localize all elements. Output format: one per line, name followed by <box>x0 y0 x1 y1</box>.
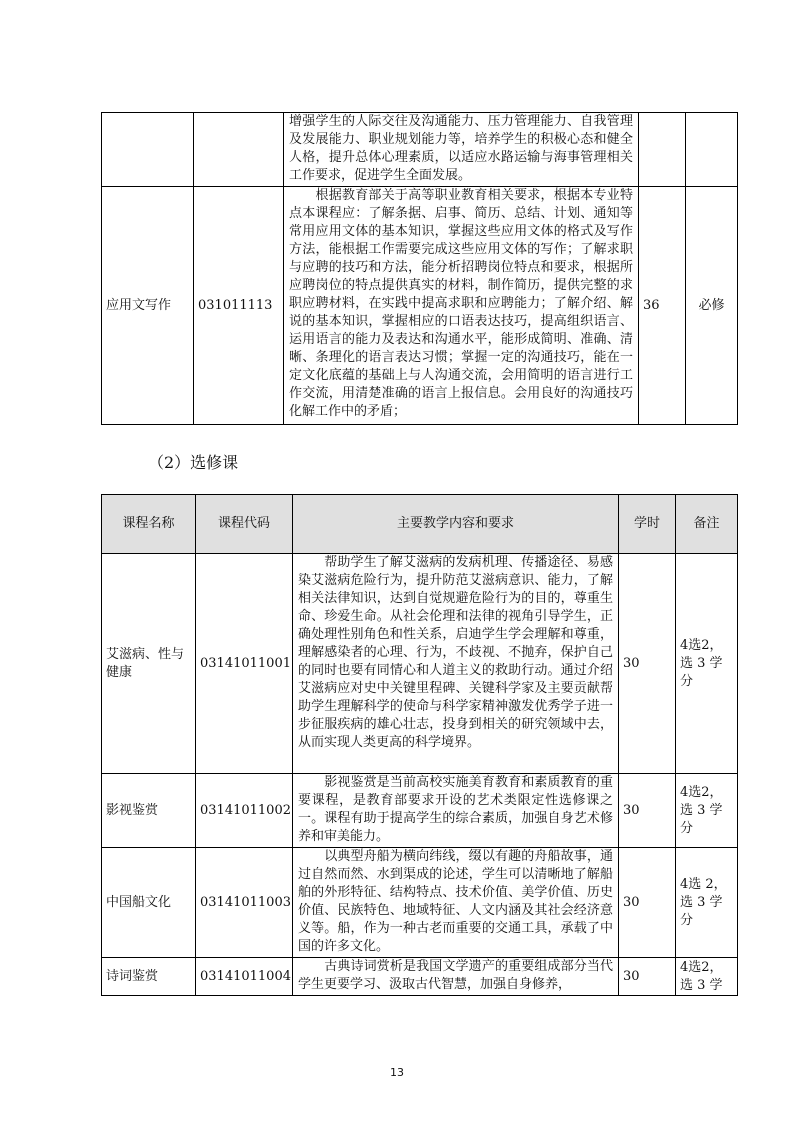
course-code-cell <box>194 113 284 187</box>
course-content-cell: 影视鉴赏是当前高校实施美育教育和素质教育的重要课程，是教育部要求开设的艺术类限定性选修课之一。课程有助于提高学生的综合素质，加强自身艺术修养和审美能力。 <box>293 774 619 848</box>
column-header: 主要教学内容和要求 <box>293 495 619 554</box>
course-note-cell: 4选2，选 3 学 <box>676 958 738 996</box>
course-note-cell: 必修 <box>686 187 738 425</box>
column-header: 课程代码 <box>196 495 293 554</box>
course-hours-cell: 30 <box>619 554 676 774</box>
course-code-cell: 031011113 <box>194 187 284 425</box>
course-note-cell: 4选 2，选 3 学分 <box>676 848 738 958</box>
section-title: （2）选修课 <box>148 453 239 472</box>
course-code-cell: 03141011003 <box>196 848 293 958</box>
course-note-cell: 4选2，选 3 学分 <box>676 774 738 848</box>
required-course-table <box>101 112 738 425</box>
course-name-cell: 中国船文化 <box>102 848 196 958</box>
course-name-cell: 诗词鉴赏 <box>102 958 196 996</box>
course-hours-cell: 30 <box>619 774 676 848</box>
table-row <box>102 958 738 996</box>
table-row <box>102 187 738 425</box>
page-number: 13 <box>390 1066 404 1079</box>
course-note-cell: 4选2，选 3 学分 <box>676 554 738 774</box>
course-name-cell <box>102 113 194 187</box>
column-header: 课程名称 <box>102 495 196 554</box>
column-header: 学时 <box>619 495 676 554</box>
course-hours-cell: 36 <box>639 187 686 425</box>
table-header-row <box>102 495 738 554</box>
course-code-cell: 03141011004 <box>196 958 293 996</box>
course-hours-cell: 30 <box>619 848 676 958</box>
table-row <box>102 774 738 848</box>
course-content-cell: 古典诗词赏析是我国文学遗产的重要组成部分当代学生更要学习、汲取古代智慧，加强自身修养， <box>293 958 619 996</box>
course-name-cell: 艾滋病、性与健康 <box>102 554 196 774</box>
course-code-cell: 03141011002 <box>196 774 293 848</box>
course-content-cell: 以典型舟船为横向纬线，缀以有趣的舟船故事，通过自然而然、水到渠成的论述，学生可以清晰地了解船舶的外形特征、结构特点、技术价值、美学价值、历史价值、民族特色、地域特征、人文内涵及其社会经济意义等。船，作为一种古老而重要的交通工具，承载了中国的许多文化。 <box>293 848 619 958</box>
column-header: 备注 <box>676 495 738 554</box>
course-code-cell: 03141011001 <box>196 554 293 774</box>
course-hours-cell: 30 <box>619 958 676 996</box>
course-content-cell: 帮助学生了解艾滋病的发病机理、传播途径、易感染艾滋病危险行为，提升防范艾滋病意识、能力，了解相关法律知识，达到自觉规避危险行为的目的，尊重生命、珍爱生命。从社会伦理和法律的视角引导学生，正确处理性别角色和性关系，启迪学生学会理解和尊重，理解感染者的心理、行为，不歧视、不抛弃，保护自己的同时也要有同情心和人道主义的救助行动。通过介绍艾滋病应对史中关键里程碑、关键科学家及主要贡献帮助学生理解科学的使命与科学家精神激发优秀学子进一步征服疾病的雄心壮志，投身到相关的研究领域中去，从而实现人类更高的科学境界。 <box>293 554 619 774</box>
table-row <box>102 113 738 187</box>
course-content-cell: 根据教育部关于高等职业教育相关要求，根据本专业特点本课程应：了解条据、启事、简历、总结、计划、通知等常用应用文体的基本知识，掌握这些应用文体的格式及写作方法，能根据工作需要完成这些应用文体的写作；了解求职与应聘的技巧和方法，能分析招聘岗位特点和要求，根据所应聘岗位的特点提供真实的材料，制作简历，提供完整的求职应聘材料，在实践中提高求职和应聘能力；了解介绍、解说的基本知识，掌握相应的口语表达技巧，提高组织语言、运用语言的能力及表达和沟通水平，能形成简明、准确、清晰、条理化的语言表达习惯；掌握一定的沟通技巧，能在一定文化底蕴的基础上与人沟通交流，会用简明的语言进行工作交流，用清楚准确的语言上报信息。会用良好的沟通技巧化解工作中的矛盾； <box>284 187 639 425</box>
table-row <box>102 848 738 958</box>
course-content-cell: 增强学生的人际交往及沟通能力、压力管理能力、自我管理及发展能力、职业规划能力等，培养学生的积极心态和健全人格，提升总体心理素质，以适应水路运输与海事管理相关工作要求，促进学生全面发展。 <box>284 113 639 187</box>
course-name-cell: 影视鉴赏 <box>102 774 196 848</box>
course-note-cell <box>686 113 738 187</box>
elective-course-table <box>101 494 738 996</box>
table-row <box>102 554 738 774</box>
course-name-cell: 应用文写作 <box>102 187 194 425</box>
course-hours-cell <box>639 113 686 187</box>
